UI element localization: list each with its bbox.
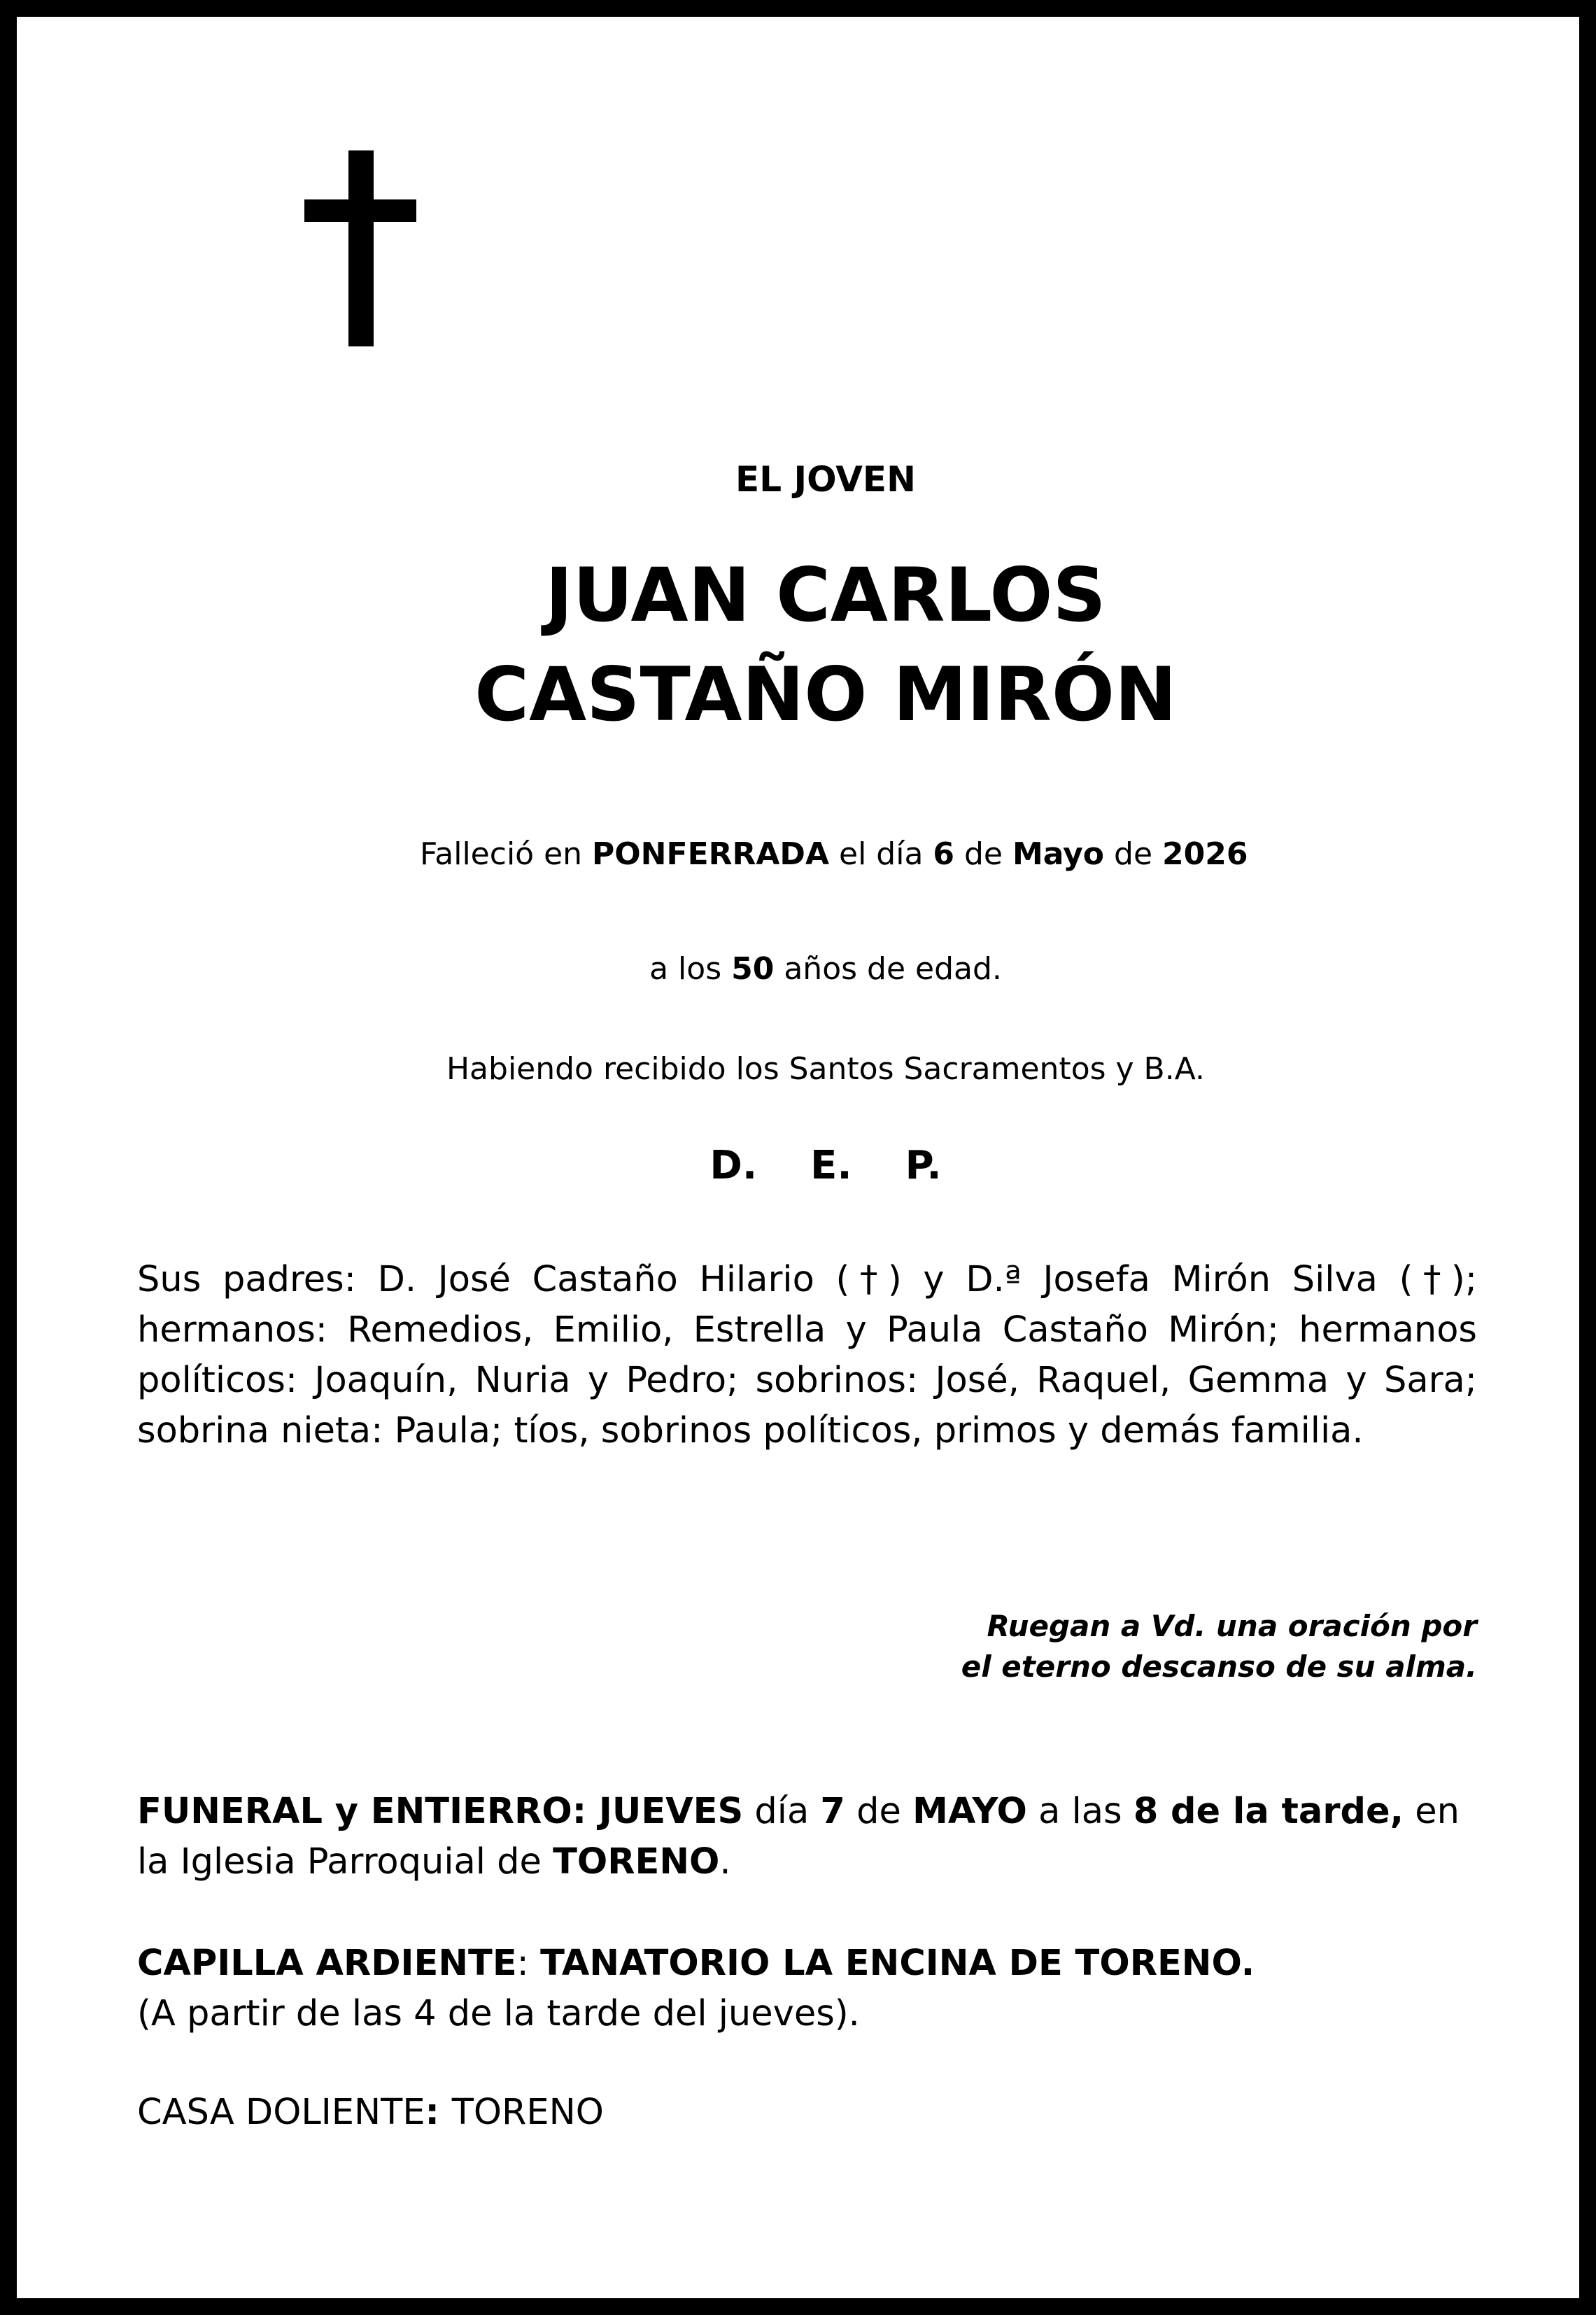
age-info: a los 50 años de edad. bbox=[649, 951, 1002, 987]
dep-d: D. bbox=[709, 1143, 758, 1188]
dep-e: E. bbox=[810, 1143, 852, 1188]
funeral-time: 8 de la tarde, bbox=[1133, 1791, 1404, 1832]
dep-initials bbox=[420, 1139, 1231, 1192]
funeral-place: TORENO bbox=[553, 1841, 720, 1883]
prayer-line-2: el eterno descanso de su alma. bbox=[961, 1649, 1477, 1684]
funeral-info: FUNERAL y ENTIERRO: JUEVES día 7 de MAYO a las 8 de la tarde, en la Iglesia Parroquial de TORENO. bbox=[137, 1791, 1460, 1883]
chapel-note: (A partir de las 4 de la tarde del jueves). bbox=[137, 1993, 860, 2034]
dep-p: P. bbox=[905, 1143, 942, 1188]
chapel-place: TANATORIO LA ENCINA DE TORENO. bbox=[540, 1943, 1255, 1984]
deceased-name bbox=[420, 546, 1231, 745]
death-month: Mayo bbox=[1012, 836, 1105, 872]
sacraments-text: Habiendo recibido los Santos Sacramentos y B.A. bbox=[446, 1051, 1206, 1087]
cross-icon bbox=[304, 150, 416, 346]
house-place: TORENO bbox=[451, 2092, 604, 2133]
name-line-1: JUAN CARLOS bbox=[545, 552, 1106, 638]
death-info: Falleció en PONFERRADA el día 6 de Mayo de 2026 bbox=[420, 836, 1248, 872]
house-info: CASA DOLIENTE: TORENO bbox=[137, 2092, 604, 2133]
prayer-line-1: Ruegan a Vd. una oración por bbox=[987, 1609, 1477, 1643]
chapel-info: CAPILLA ARDIENTE: TANATORIO LA ENCINA DE TORENO. (A partir de las 4 de la tarde del jueves). bbox=[137, 1938, 1488, 2039]
funeral-day: 7 bbox=[820, 1791, 845, 1832]
family-text: Sus padres: D. José Castaño Hilario (†) y D.ª Josefa Mirón Silva (†); hermanos: Remedios, Emilio, Estrella y Paula Castaño Mirón; hermanos políticos: Joaquín, Nuria y Pedro; sobrinos: José, Raquel, Gemma y Sara; sobrina nieta: Paula; tíos, sobrinos políticos, primos y demás familia. bbox=[137, 1259, 1477, 1451]
death-day: 6 bbox=[933, 836, 955, 872]
house-label: CASA DOLIENTE bbox=[137, 2092, 425, 2133]
death-year: 2026 bbox=[1162, 836, 1248, 872]
age-value: 50 bbox=[731, 951, 775, 987]
funeral-label: FUNERAL y ENTIERRO: JUEVES bbox=[137, 1791, 744, 1832]
chapel-label: CAPILLA ARDIENTE bbox=[137, 1943, 517, 1984]
funeral-month: MAYO bbox=[912, 1791, 1027, 1832]
name-line-2: CASTAÑO MIRÓN bbox=[474, 652, 1177, 738]
intro-label: EL JOVEN bbox=[735, 459, 916, 500]
prayer-text bbox=[847, 1606, 1477, 1687]
death-place: PONFERRADA bbox=[592, 836, 830, 872]
